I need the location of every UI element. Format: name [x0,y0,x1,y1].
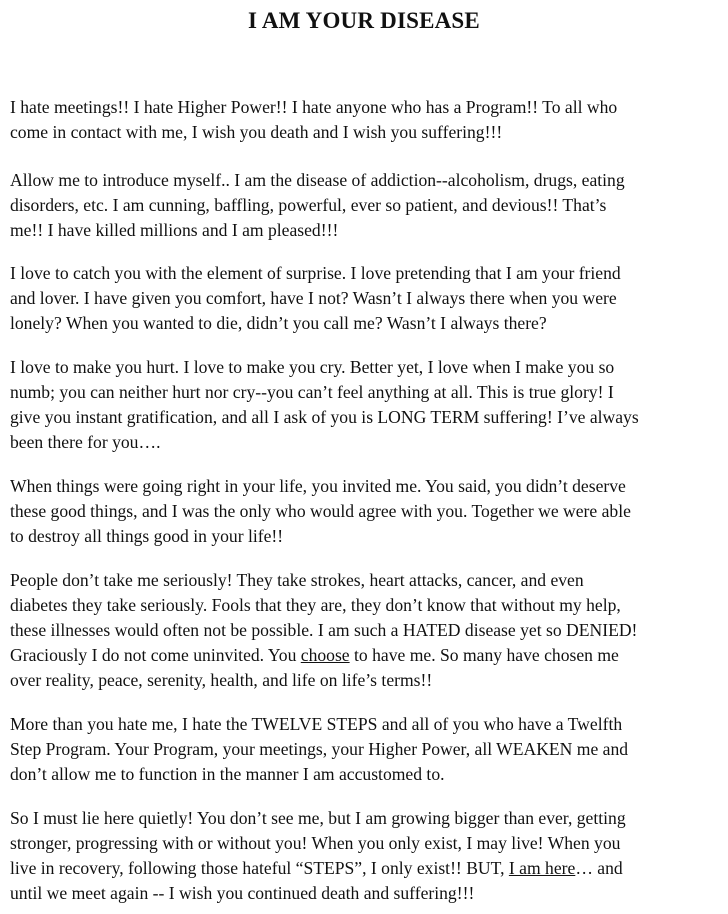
text-line: these illnesses would often not be possible. I am such a HATED disease yet so DENIED! [10,620,638,640]
text-line-with-underline: live in recovery, following those hateful “STEPS”, I only exist!! BUT, I am here… and [10,858,623,878]
paragraph-8 [10,806,726,906]
text-line: these good things, and I was the only who would agree with you. Together we were able [10,501,631,521]
text-line: give you instant gratification, and all I ask of you is LONG TERM suffering! I’ve always [10,407,639,427]
paragraph-7 [10,712,726,787]
document-title: I AM YOUR DISEASE [248,8,480,33]
text-line: I love to catch you with the element of surprise. I love pretending that I am your friend [10,263,621,283]
text-line: me!! I have killed millions and I am pleased!!! [10,220,339,240]
text-line: until we meet again -- I wish you continued death and suffering!!! [10,883,475,903]
paragraph-1 [10,95,726,145]
text-line: So I must lie here quietly! You don’t see me, but I am growing bigger than ever, getting [10,808,626,828]
text-line: I hate meetings!! I hate Higher Power!! I hate anyone who has a Program!! To all who [10,97,618,117]
text-line: I love to make you hurt. I love to make you cry. Better yet, I love when I make you so [10,357,615,377]
paragraph-2 [10,168,726,243]
text-line: People don’t take me seriously! They take strokes, heart attacks, cancer, and even [10,570,584,590]
underlined-word: choose [300,645,350,665]
text-line: Step Program. Your Program, your meetings, your Higher Power, all WEAKEN me and [10,739,629,759]
paragraph-5 [10,474,726,549]
underlined-word: I am here [508,858,576,878]
text-line-with-underline: Graciously I do not come uninvited. You choose to have me. So many have chosen me [10,645,619,665]
text-line: numb; you can neither hurt nor cry--you can’t feel anything at all. This is true glory! I [10,382,614,402]
text-line: stronger, progressing with or without you! When you only exist, I may live! When you [10,833,621,853]
text-line: come in contact with me, I wish you death and I wish you suffering!!! [10,122,503,142]
text-line: don’t allow me to function in the manner I am accustomed to. [10,764,445,784]
text-line: to destroy all things good in your life!! [10,526,284,546]
text-line: over reality, peace, serenity, health, and life on life’s terms!! [10,670,433,690]
text-line: lonely? When you wanted to die, didn’t you call me? Wasn’t I always there? [10,313,547,333]
text-line: diabetes they take seriously. Fools that they are, they don’t know that without my help, [10,595,621,615]
paragraph-4 [10,355,726,455]
paragraph-6 [10,568,726,693]
text-line: and lover. I have given you comfort, have I not? Wasn’t I always there when you were [10,288,617,308]
text-line: When things were going right in your life, you invited me. You said, you didn’t deserve [10,476,626,496]
text-line: disorders, etc. I am cunning, baffling, powerful, ever so patient, and devious!! That’s [10,195,607,215]
text-line: Allow me to introduce myself.. I am the disease of addiction--alcoholism, drugs, eating [10,170,625,190]
text-line: been there for you…. [10,432,161,452]
paragraph-3 [10,261,726,336]
text-line: More than you hate me, I hate the TWELVE STEPS and all of you who have a Twelfth [10,714,623,734]
